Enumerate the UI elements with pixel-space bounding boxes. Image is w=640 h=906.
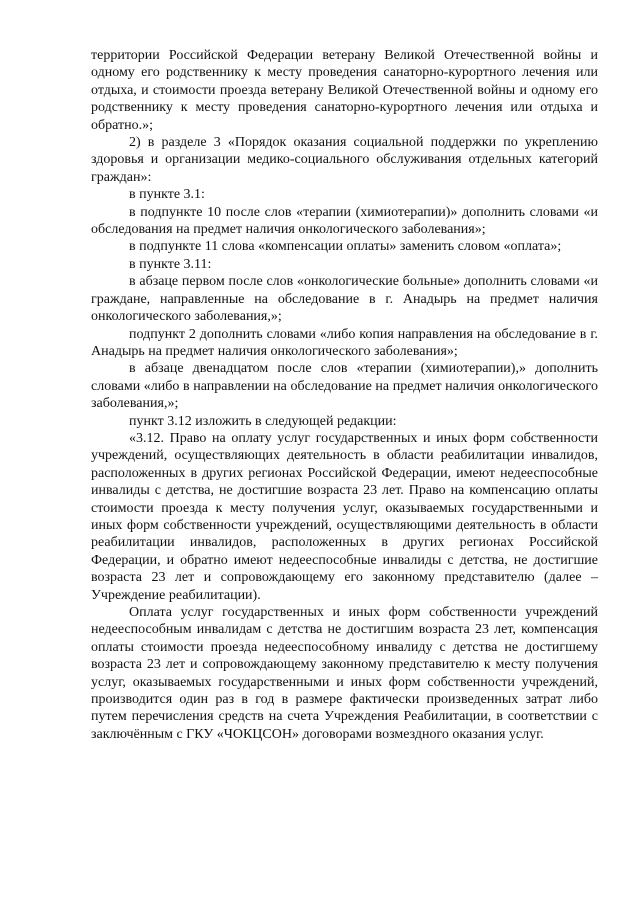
- paragraph-continuation: территории Российской Федерации ветерану Великой Отечественной войны и одному его родственнику к месту проведения санаторно-курортного лечения или отдыха, и стоимости проезда ветерану Великой Отечественной войны и одному его родственнику к месту проведения санаторно-курортного лечения или отдыха и обратно.»;: [91, 48, 598, 133]
- paragraph-point-3-12-intro: пункт 3.12 изложить в следующей редакции:: [129, 413, 397, 429]
- paragraph-point-3-12-text: «3.12. Право на оплату услуг государственных и иных форм собственности учреждений, осуществляющих деятельность в области реабилитации инвалидов, расположенных в других регионах Российской Федерации, имеют недееспособные инвалиды с детства, не достигшие возраста 23 лет. Право на компенсацию оплаты стоимости проезда к месту получения услуг, оказываемых государственными и иных форм собственности учреждений, осуществляющими деятельность в области реабилитации инвалидов, расположенных в других регионах Российской Федерации, и обратно имеют недееспособные инвалиды с детства, не достигшие возраста 23 лет и сопровождающему его законному представителю (далее – Учреждение реабилитации).: [91, 430, 598, 603]
- paragraph-twelfth-abzac: в абзаце двенадцатом после слов «терапии (химиотерапии),» дополнить словами «либо в направлении на обследование на предмет наличия онкологического заболевания,»;: [91, 361, 598, 412]
- paragraph-subpoint-11: в подпункте 11 слова «компенсации оплаты» заменить словом «оплата»;: [129, 239, 562, 255]
- paragraph-item-2: 2) в разделе 3 «Порядок оказания социальной поддержки по укреплению здоровья и организации медико-социального обслуживания отдельных категорий граждан»:: [91, 135, 598, 185]
- paragraph-payment-terms: Оплата услуг государственных и иных форм собственности учреждений недееспособным инвалидам с детства не достигшим возраста 23 лет, компенсация оплаты стоимости проезда недееспособному инвалиду с детства не достигшему возраста 23 лет и сопровождающему законному представителю к месту получения услуг, оказываемых государственными и иных форм собственности учреждений, производится один раз в год в размере фактически произведенных затрат либо путем перечисления средств на счета Учреждения Реабилитации, в соответствии с заключённым с ГКУ «ЧОКЦСОН» договорами возмездного оказания услуг.: [91, 605, 598, 742]
- paragraph-point-3-1: в пункте 3.1:: [129, 187, 205, 203]
- paragraph-point-3-11: в пункте 3.11:: [129, 256, 212, 272]
- document-body: [91, 47, 598, 743]
- paragraph-first-abzac: в абзаце первом после слов «онкологические больные» дополнить словами «и граждане, направленные на обследование в г. Анадырь на предмет наличия онкологического заболевания,»;: [91, 274, 598, 325]
- paragraph-subpoint-10: в подпункте 10 после слов «терапии (химиотерапии)» дополнить словами «и обследования на предмет наличия онкологического заболевания»;: [91, 204, 598, 238]
- paragraph-subpoint-2: подпункт 2 дополнить словами «либо копия направления на обследование в г. Анадырь на предмет наличия онкологического заболевания»;: [91, 326, 598, 359]
